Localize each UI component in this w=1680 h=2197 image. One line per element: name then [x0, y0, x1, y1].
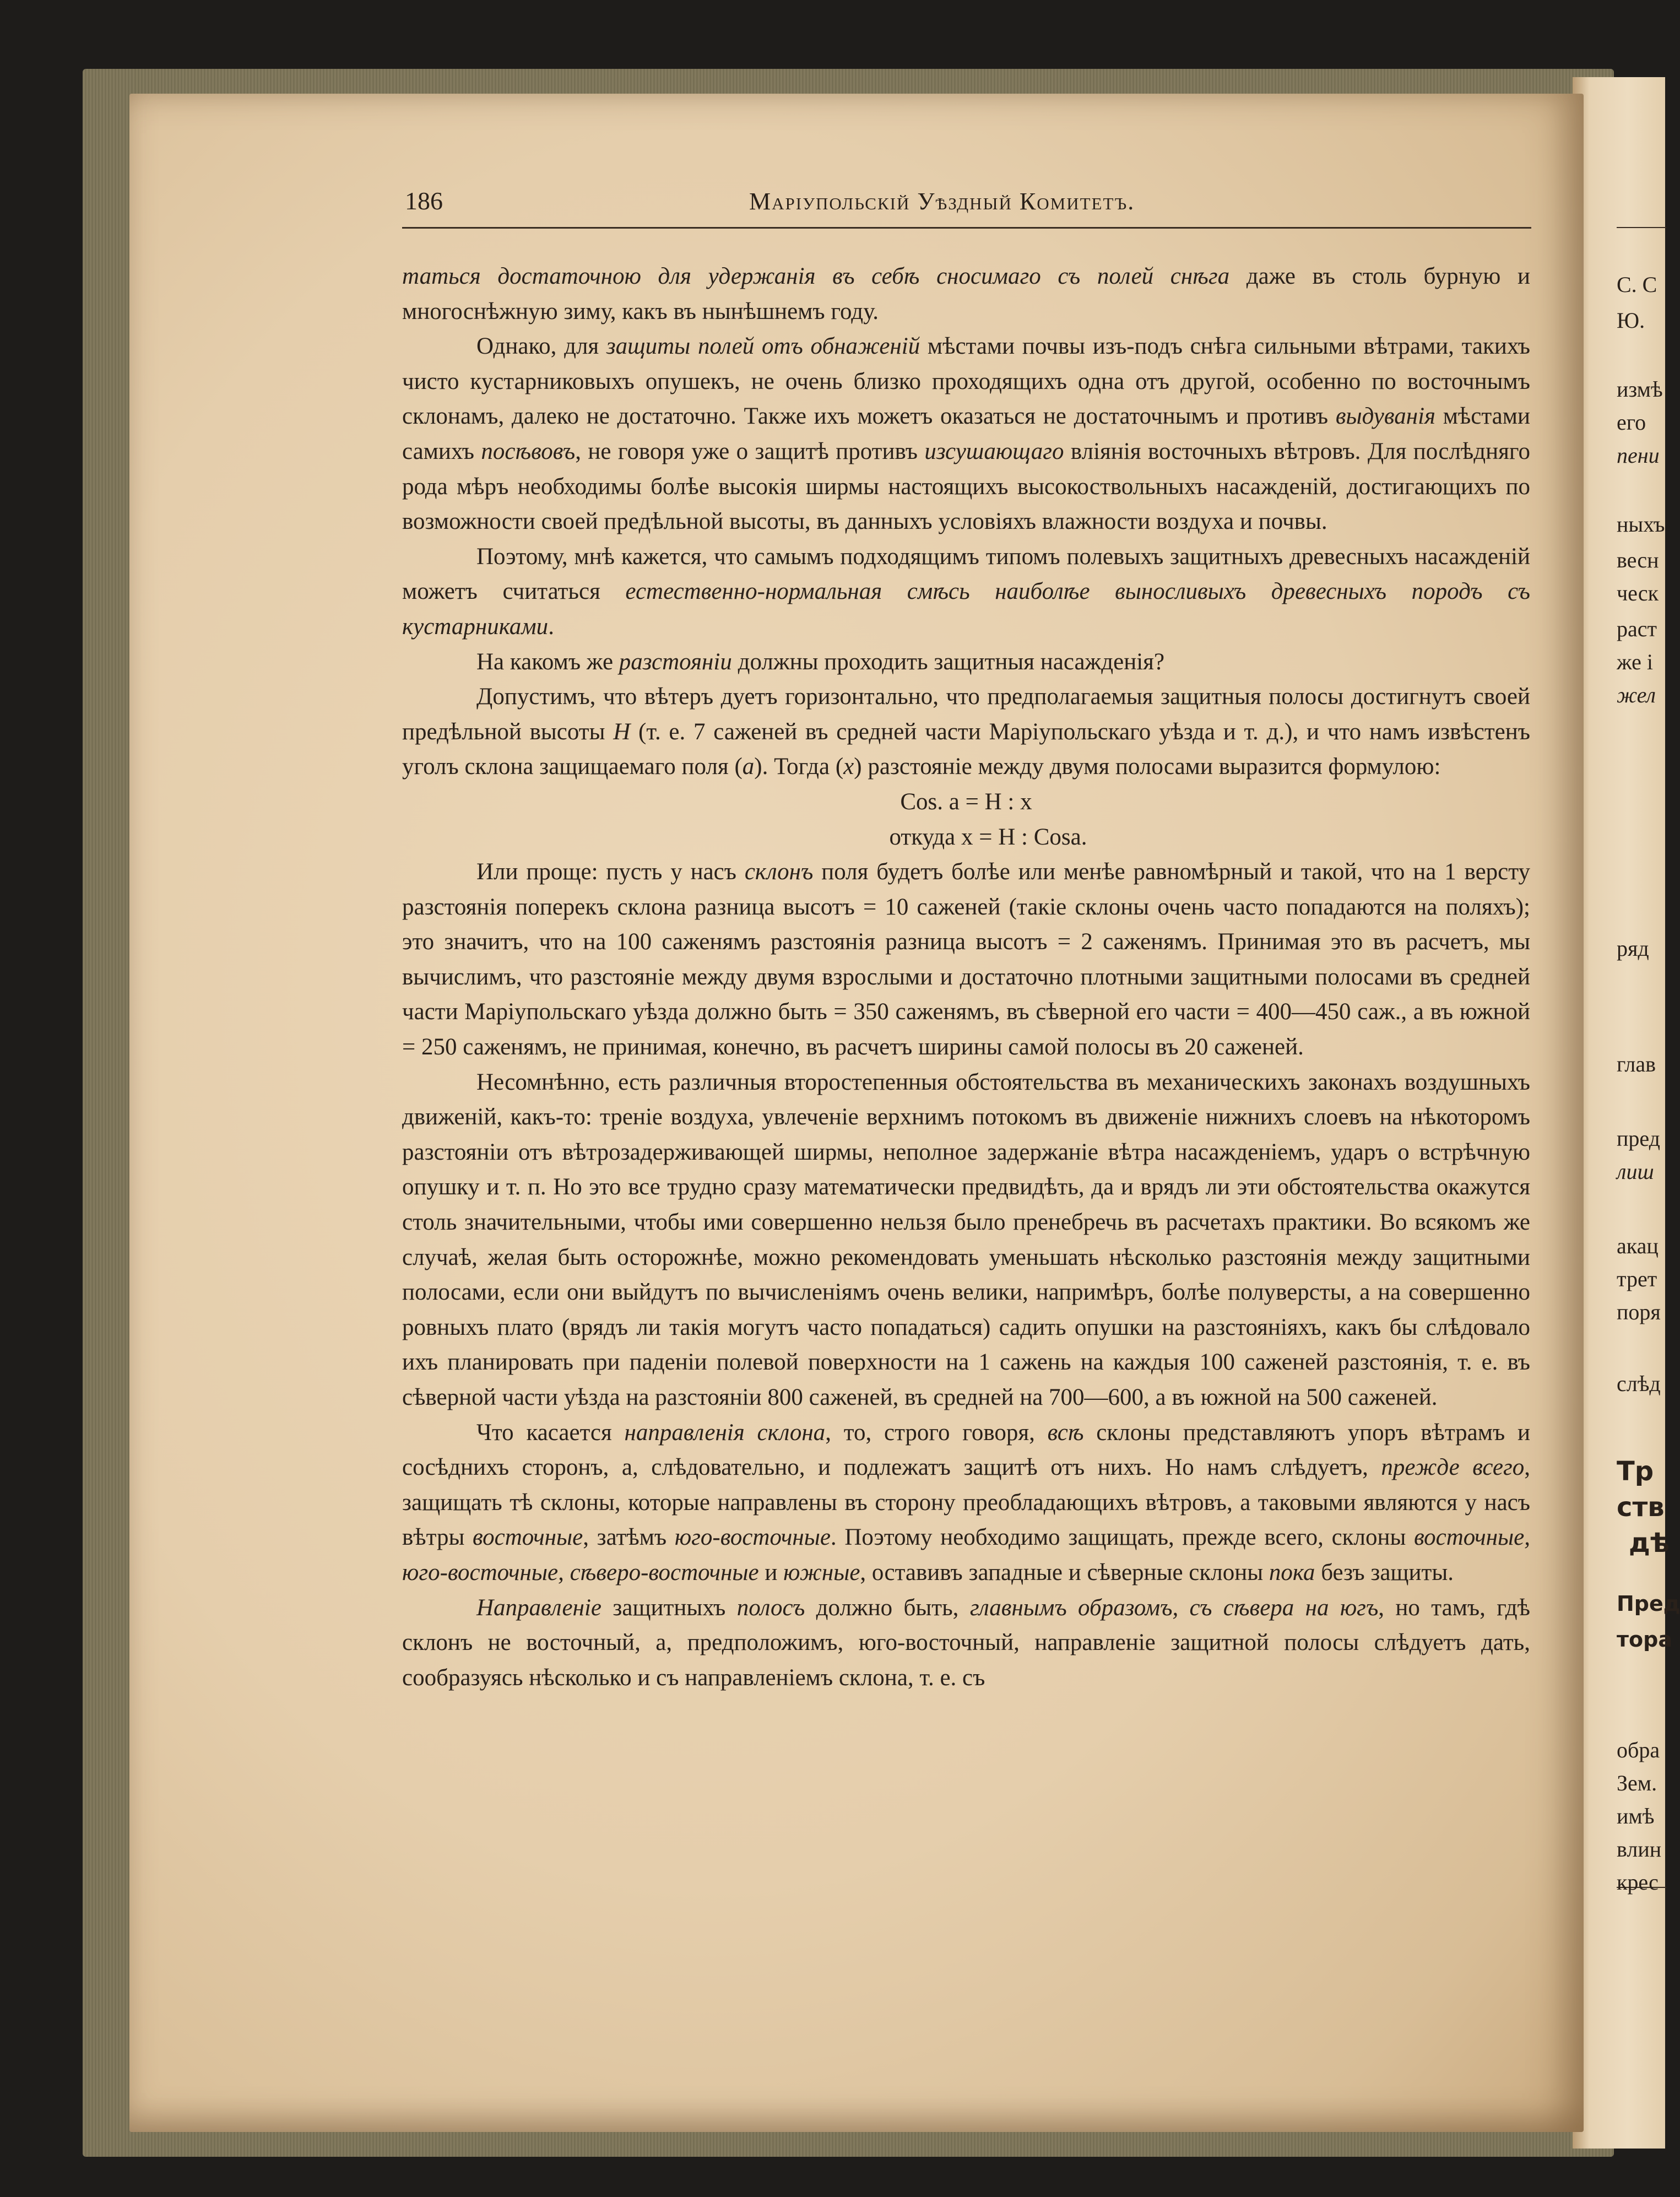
italic-span: восточные: [473, 1524, 583, 1551]
next-page-text: [1617, 259, 1680, 1912]
next-page-line: пени: [1617, 443, 1660, 468]
text-span: и: [758, 1559, 784, 1585]
next-page-line: акац: [1617, 1233, 1659, 1258]
text-span: (т. е. 7 саженей въ средней части Маріупольскаго уѣзда и т. д.), и что намъ извѣстенъ уголъ склона защищаемаго поля (: [402, 718, 1530, 780]
next-page-line: поря: [1617, 1300, 1661, 1324]
next-page-line: ряд: [1617, 936, 1649, 961]
next-page-line: ческ: [1617, 581, 1659, 605]
italic-span: главнымъ образомъ, съ сѣвера на югъ: [969, 1594, 1379, 1621]
text-span: должны проходить защитныя насажденія?: [731, 648, 1165, 675]
next-page-line: измѣ: [1617, 377, 1663, 402]
italic-span: посѣвовъ: [481, 438, 576, 464]
next-page-line: Пред: [1617, 1592, 1680, 1616]
italic-span: полосъ: [736, 1594, 805, 1621]
paragraph-4: [402, 645, 1530, 680]
paragraph-9: [402, 1590, 1530, 1696]
next-page-line: его: [1617, 410, 1646, 435]
next-page-line: обра: [1617, 1738, 1660, 1762]
italic-span: южные: [783, 1559, 860, 1585]
next-page-line: влин: [1617, 1837, 1662, 1862]
italic-span: склонъ: [744, 859, 814, 885]
next-page-line: слѣд: [1617, 1371, 1661, 1396]
text-span: даже въ столь бурную и многоснѣжную зиму, какъ въ нынѣшнемъ году.: [402, 263, 1531, 324]
italic-span: всѣ: [1047, 1419, 1084, 1446]
italic-span: восточные, юго-восточные, сѣверо-восточные: [402, 1524, 1530, 1585]
text-span: Несомнѣнно, есть различныя второстепенныя обстоятельства въ механическихъ законахъ воздушныхъ движеній, какъ-то: треніе воздуха, увлеченіе верхнимъ потокомъ въ движеніе нижнихъ слоевъ на нѣкоторомъ разстояніи отъ вѣтрозадерживающей ширмы, неполное задержаніе вѣтра насажденіемъ, ударъ о встрѣчную опушку и т. п. Но это все трудно сразу математически предвидѣть, да и врядъ ли эти обстоятельства окажутся столь значительными, чтобы ими совершенно нельзя было пренебречь въ расчетахъ практики. Во всякомъ же случаѣ, желая быть осторожнѣе, можно рекомендовать уменьшать нѣсколько разстоянія между защитными полосами, если они выйдутъ по вычисленіямъ очень велики, напримѣръ, болѣе полуверсты, а на совершенно ровныхъ плато (врядъ ли такія могутъ часто попадаться) садить опушки на разстояніяхъ, какъ бы слѣдовало ихъ планировать при паденіи полевой поверхности на 1 сажень на каждыя 100 саженей разстоянія, т. е. въ сѣверной части уѣзда на разстояніи 800 саженей, въ средней на 700—600, а въ южной на 500 саженей.: [402, 1069, 1530, 1410]
italic-span: таться достаточною для удержанія въ себѣ сносимаго съ полей снѣга: [402, 263, 1230, 289]
next-page-line: пред: [1617, 1126, 1660, 1151]
italic-span: изсушающаго: [924, 438, 1064, 464]
text-span: защитныхъ: [601, 1594, 737, 1621]
next-page-line: ныхъ: [1617, 512, 1665, 537]
text-span: , но тамъ, гдѣ склонъ не восточный, а, предположимъ, юго-восточный, направленіе защитной полосы слѣдуетъ дать, сообразуясь нѣсколько и съ направленіемъ склона, т. е. съ: [402, 1594, 1530, 1691]
italic-span: защиты полей отъ обнаженій: [606, 333, 920, 360]
text-span: . Поэтому необходимо защищать, прежде всего, склоны: [830, 1524, 1415, 1551]
text-span: , оставивъ западные и сѣверные склоны: [860, 1559, 1269, 1585]
text-span: должно быть,: [805, 1594, 970, 1621]
paragraph-2: [402, 329, 1530, 539]
italic-span: Направленіе: [476, 1594, 601, 1621]
text-span: поля будетъ болѣе или менѣе равномѣрный и такой, что на 1 версту разстоянія поперекъ склона разница высотъ = 10 саженей (такіе склоны очень часто попадаются на поляхъ); это значитъ, что на 100 саженямъ разстоянія разница высотъ = 2 саженямъ. Принимая это въ расчетъ, мы вычислимъ, что разстояніе между двумя взрослыми и достаточно плотными защитными полосами въ средней части Маріупольскаго уѣзда должно быть = 350 саженямъ, въ сѣверной его части = 400—450 саж., а въ южной = 250 саженямъ, не принимая, конечно, въ расчетъ ширины самой полосы въ 20 саженей.: [402, 859, 1530, 1060]
italic-span: разстояніи: [619, 648, 732, 675]
text-span: вліянія восточныхъ вѣтровъ. Для послѣдняго рода мѣръ необходимы болѣе высокія ширмы настоящихъ высокоствольныхъ насажденій, достигающихъ по возможности своей предѣльной высоты, въ данныхъ условіяхъ влажности воздуха и почвы.: [402, 438, 1530, 535]
text-span: , не говоря уже о защитѣ противъ: [575, 438, 925, 464]
page-number: 186: [405, 187, 443, 215]
next-page-line: имѣ: [1617, 1804, 1655, 1828]
next-page-heading: дѣ: [1629, 1528, 1670, 1559]
next-page-heading: ств: [1617, 1492, 1665, 1523]
next-page-line: же і: [1617, 650, 1653, 674]
running-title: Маріупольскій Уѣздный Комитетъ.: [749, 188, 1135, 215]
text-span: Поэтому, мнѣ кажется, что самымъ подходящимъ типомъ полевыхъ защитныхъ древесныхъ насажденій можетъ считаться: [402, 543, 1530, 605]
text-span: Что касается: [476, 1419, 625, 1446]
text-span: , то, строго говоря,: [825, 1419, 1048, 1446]
formula-cosine: Cos. a = H : x: [900, 788, 1032, 815]
text-span: , затѣмъ: [583, 1524, 675, 1551]
paragraph-3: [402, 539, 1530, 645]
text-span: Допустимъ, что вѣтеръ дуетъ горизонтально, что предполагаемыя защитныя полосы достигнутъ своей предѣльной высоты: [402, 684, 1530, 745]
paragraph-7: [402, 1065, 1530, 1415]
next-page-line: жел: [1617, 683, 1656, 707]
next-page-line: лиш: [1617, 1159, 1654, 1184]
text-span: склоны представляютъ упоръ вѣтрамъ и сосѣднихъ сторонъ, а, слѣдовательно, и подлежатъ защитѣ отъ нихъ. Но намъ слѣдуетъ,: [402, 1419, 1531, 1481]
italic-span: выдуванія: [1335, 403, 1436, 430]
paragraph-6: [402, 854, 1530, 1065]
next-page-line: крес: [1617, 1870, 1659, 1895]
text-span: безъ защиты.: [1315, 1559, 1454, 1585]
italic-span: направленія склона: [624, 1419, 826, 1446]
header-rule: [402, 227, 1531, 229]
text-span: На какомъ же: [476, 648, 619, 675]
next-page-line: раст: [1617, 616, 1657, 641]
main-text: [402, 259, 1530, 1695]
text-span: мѣстами самихъ: [402, 403, 1530, 464]
paragraph-8: [402, 1415, 1530, 1590]
next-page-header-rule: [1617, 227, 1666, 228]
next-page-line: Ю.: [1617, 308, 1645, 333]
text-span: мѣстами почвы изъ-подъ снѣга сильными вѣтрами, такихъ чисто кустарниковыхъ опушекъ, не очень близко проходящихъ одна отъ другой, особенно по восточнымъ склонамъ, далеко не достаточно. Также ихъ можетъ оказаться не достаточнымъ и противъ: [402, 333, 1530, 430]
text-span: Однако, для: [476, 333, 606, 360]
paragraph-1: [402, 259, 1530, 329]
italic-span: H: [613, 718, 631, 745]
italic-span: x: [843, 754, 854, 780]
text-span: ). Тогда (: [754, 754, 844, 780]
italic-span: естественно-нормальная смѣсь наиболѣе выносливыхъ древесныхъ породъ съ кустарниками: [402, 578, 1530, 640]
next-page-line: Зем.: [1617, 1771, 1657, 1795]
italic-span: a: [742, 754, 755, 780]
next-page-line: тора: [1617, 1627, 1672, 1652]
next-page-line: глав: [1617, 1052, 1656, 1076]
text-span: ) разстояніе между двумя полосами выразится формулою:: [854, 754, 1441, 780]
text-span: , защищать тѣ склоны, которые направлены въ сторону преобладающихъ вѣтровъ, а таковыми являются у насъ вѣтры: [402, 1454, 1530, 1551]
formula-distance: откуда x = H : Cosa.: [889, 824, 1087, 850]
text-span: .: [548, 613, 554, 640]
italic-span: прежде всего: [1381, 1454, 1525, 1481]
paragraph-5: [402, 679, 1530, 784]
next-page-line: весн: [1617, 548, 1659, 572]
next-page-line: С. С: [1617, 272, 1657, 297]
italic-span: пока: [1269, 1559, 1315, 1585]
next-page-heading: Тр: [1617, 1456, 1654, 1487]
next-page-line: трет: [1617, 1267, 1657, 1291]
italic-span: юго-восточные: [674, 1524, 831, 1551]
text-span: Или проще: пусть у насъ: [476, 859, 745, 885]
